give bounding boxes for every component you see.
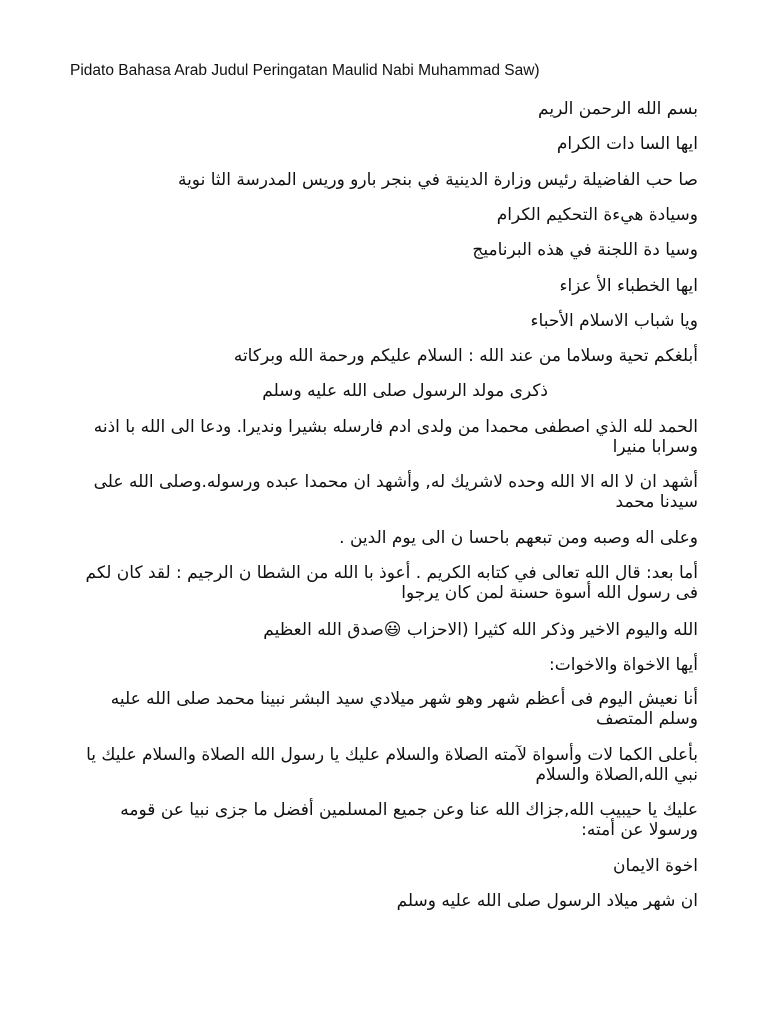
paragraph-salam: أبلغكم تحية وسلاما من عند الله : السلام عليكم ورحمة الله وبركاته [233,346,698,366]
paragraph-greeting-4: وسيا دة اللجنة في هذه البرناميج [472,240,698,260]
document-title: Pidato Bahasa Arab Judul Peringatan Maulid Nabi Muhammad Saw) [70,62,540,79]
paragraph-ikhwatul-iman: اخوة الايمان [613,856,698,876]
paragraph-ikhwah: أيها الاخواة والاخوات: [549,655,698,675]
paragraph-bi-ala: بأعلى الكما لات وأسواة لآمته الصلاة والسلام عليك يا رسول الله الصلاة والسلام عليك يا نبي الله,الصلاة والسلام [86,745,698,785]
paragraph-greeting-6: ويا شباب الاسلام الأحباء [530,311,698,331]
paragraph-syahr-milad: ان شهر ميلاد الرسول صلى الله عليه وسلم [396,891,698,911]
paragraph-greeting-1: ايها السا دات الكرام [556,134,698,154]
paragraph-basmala: بسم الله الرحمن الريم [538,99,698,119]
paragraph-syahadat: أشهد ان لا اله الا الله وحده لاشريك له, وأشهد ان محمدا عبده ورسوله.وصلى الله على سيدنا محمد [93,472,698,512]
paragraph-nais-alyaum: أنا نعيش اليوم فى أعظم شهر وهو شهر ميلادي سيد البشر نبينا محمد صلى الله عليه وسلم المتصف [110,689,698,729]
paragraph-hamdalah: الحمد لله الذي اصطفى محمدا من ولدى ادم فارسله بشيرا ونديرا. ودعا الى الله با اذنه وسرابا منيرا [93,417,698,457]
paragraph-greeting-2: صا حب الفاضيلة رئيس وزارة الدينية في بنجر بارو وريس المدرسة الثا نوية [177,170,698,190]
paragraph-heading-maulid: ذكرى مولد الرسول صلى الله عليه وسلم [262,381,548,401]
paragraph-ayat-end: الله واليوم الاخير وذكر الله كثيرا (الاحزاب 😃صدق الله العظيم [263,620,698,640]
paragraph-greeting-5: ايها الخطباء الأ عزاء [559,276,698,296]
paragraph-greeting-3: وسيادة هيءة التحكيم الكرام [496,205,698,225]
paragraph-shalawat: وعلى اله وصبه ومن تبعهم باحسا ن الى يوم الدين . [339,528,698,548]
paragraph-amma-badu: أما بعد: قال الله تعالى في كتابه الكريم . أعوذ با الله من الشطا ن الرجيم : لقد كان لكم فى رسول الله أسوة حسنة لمن كان يرجوا [85,563,698,603]
paragraph-alaika: عليك يا حيبيب الله,جزاك الله عنا وعن جميع المسلمين أفضل ما جزى نبيا عن قومه ورسولا عن أمته: [120,800,698,840]
